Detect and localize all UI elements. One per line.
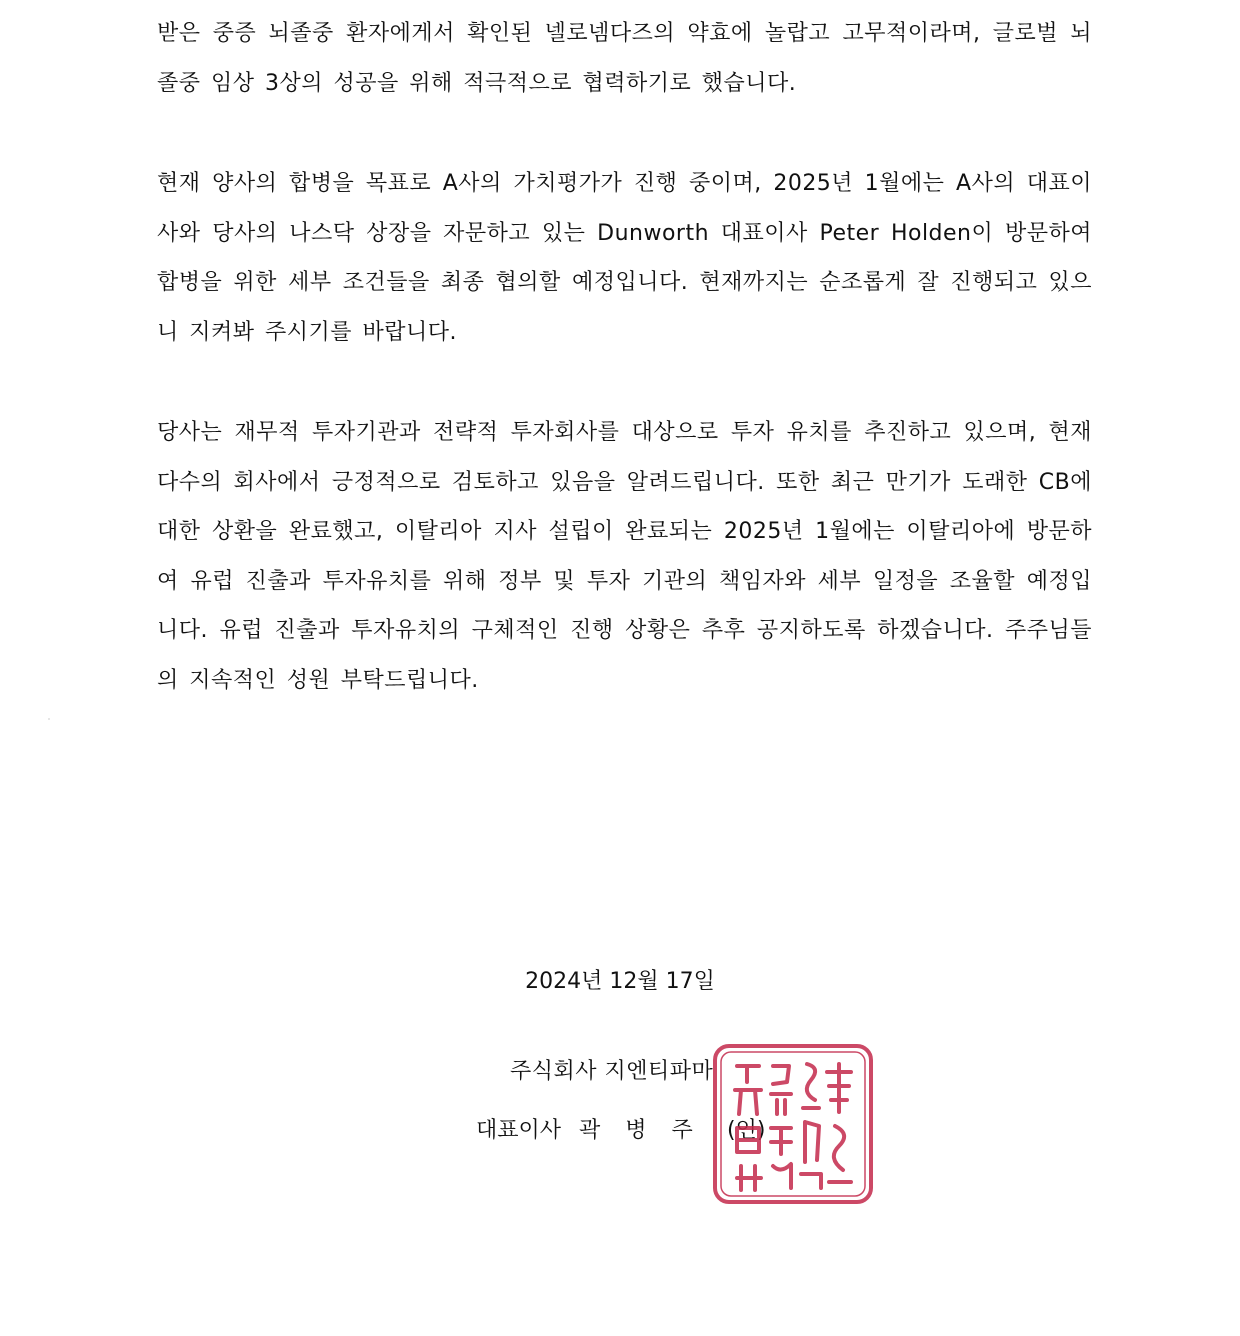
representative-name: 곽 병 주	[579, 1118, 702, 1143]
issue-date: 2024년 12월 17일	[525, 969, 715, 994]
scan-speck	[48, 718, 50, 720]
body-paragraph-3: 당사는 재무적 투자기관과 전략적 투자회사를 대상으로 투자 유치를 추진하고 있으며, 현재 다수의 회사에서 긍정적으로 검토하고 있음을 알려드립니다. 또한 최근 만기가 도래한 CB에 대한 상환을 완료했고, 이탈리아 지사 설립이 완료되는 2025년 1월에는 이탈리아에 방문하여 유럽 진출과 투자유치를 위해 정부 및 투자 기관의 책임자와 세부 일정을 조율할 예정입니다. 유럽 진출과 투자유치의 구체적인 진행 상황은 추후 공지하도록 하겠습니다. 주주님들의 지속적인 성원 부탁드립니다.	[157, 420, 1092, 693]
company-seal-stamp	[711, 1042, 875, 1206]
body-paragraph-1: 받은 중증 뇌졸중 환자에게서 확인된 넬로넴다즈의 약효에 놀랍고 고무적이라며, 글로벌 뇌졸중 임상 3상의 성공을 위해 적극적으로 협력하기로 했습니다.	[157, 21, 1092, 96]
representative-title: 대표이사	[476, 1118, 562, 1143]
seal-engraving	[735, 1064, 851, 1190]
seal-placeholder-mark: (인)	[727, 1118, 766, 1143]
body-paragraph-2: 현재 양사의 합병을 목표로 A사의 가치평가가 진행 중이며, 2025년 1월에는 A사의 대표이사와 당사의 나스닥 상장을 자문하고 있는 Dunworth 대표이사 Peter Holden이 방문하여 합병을 위한 세부 조건들을 최종 협의할 예정입니다. 현재까지는 순조롭게 잘 진행되고 있으니 지켜봐 주시기를 바랍니다.	[157, 171, 1092, 345]
company-name: 주식회사 지엔티파마	[510, 1059, 714, 1084]
